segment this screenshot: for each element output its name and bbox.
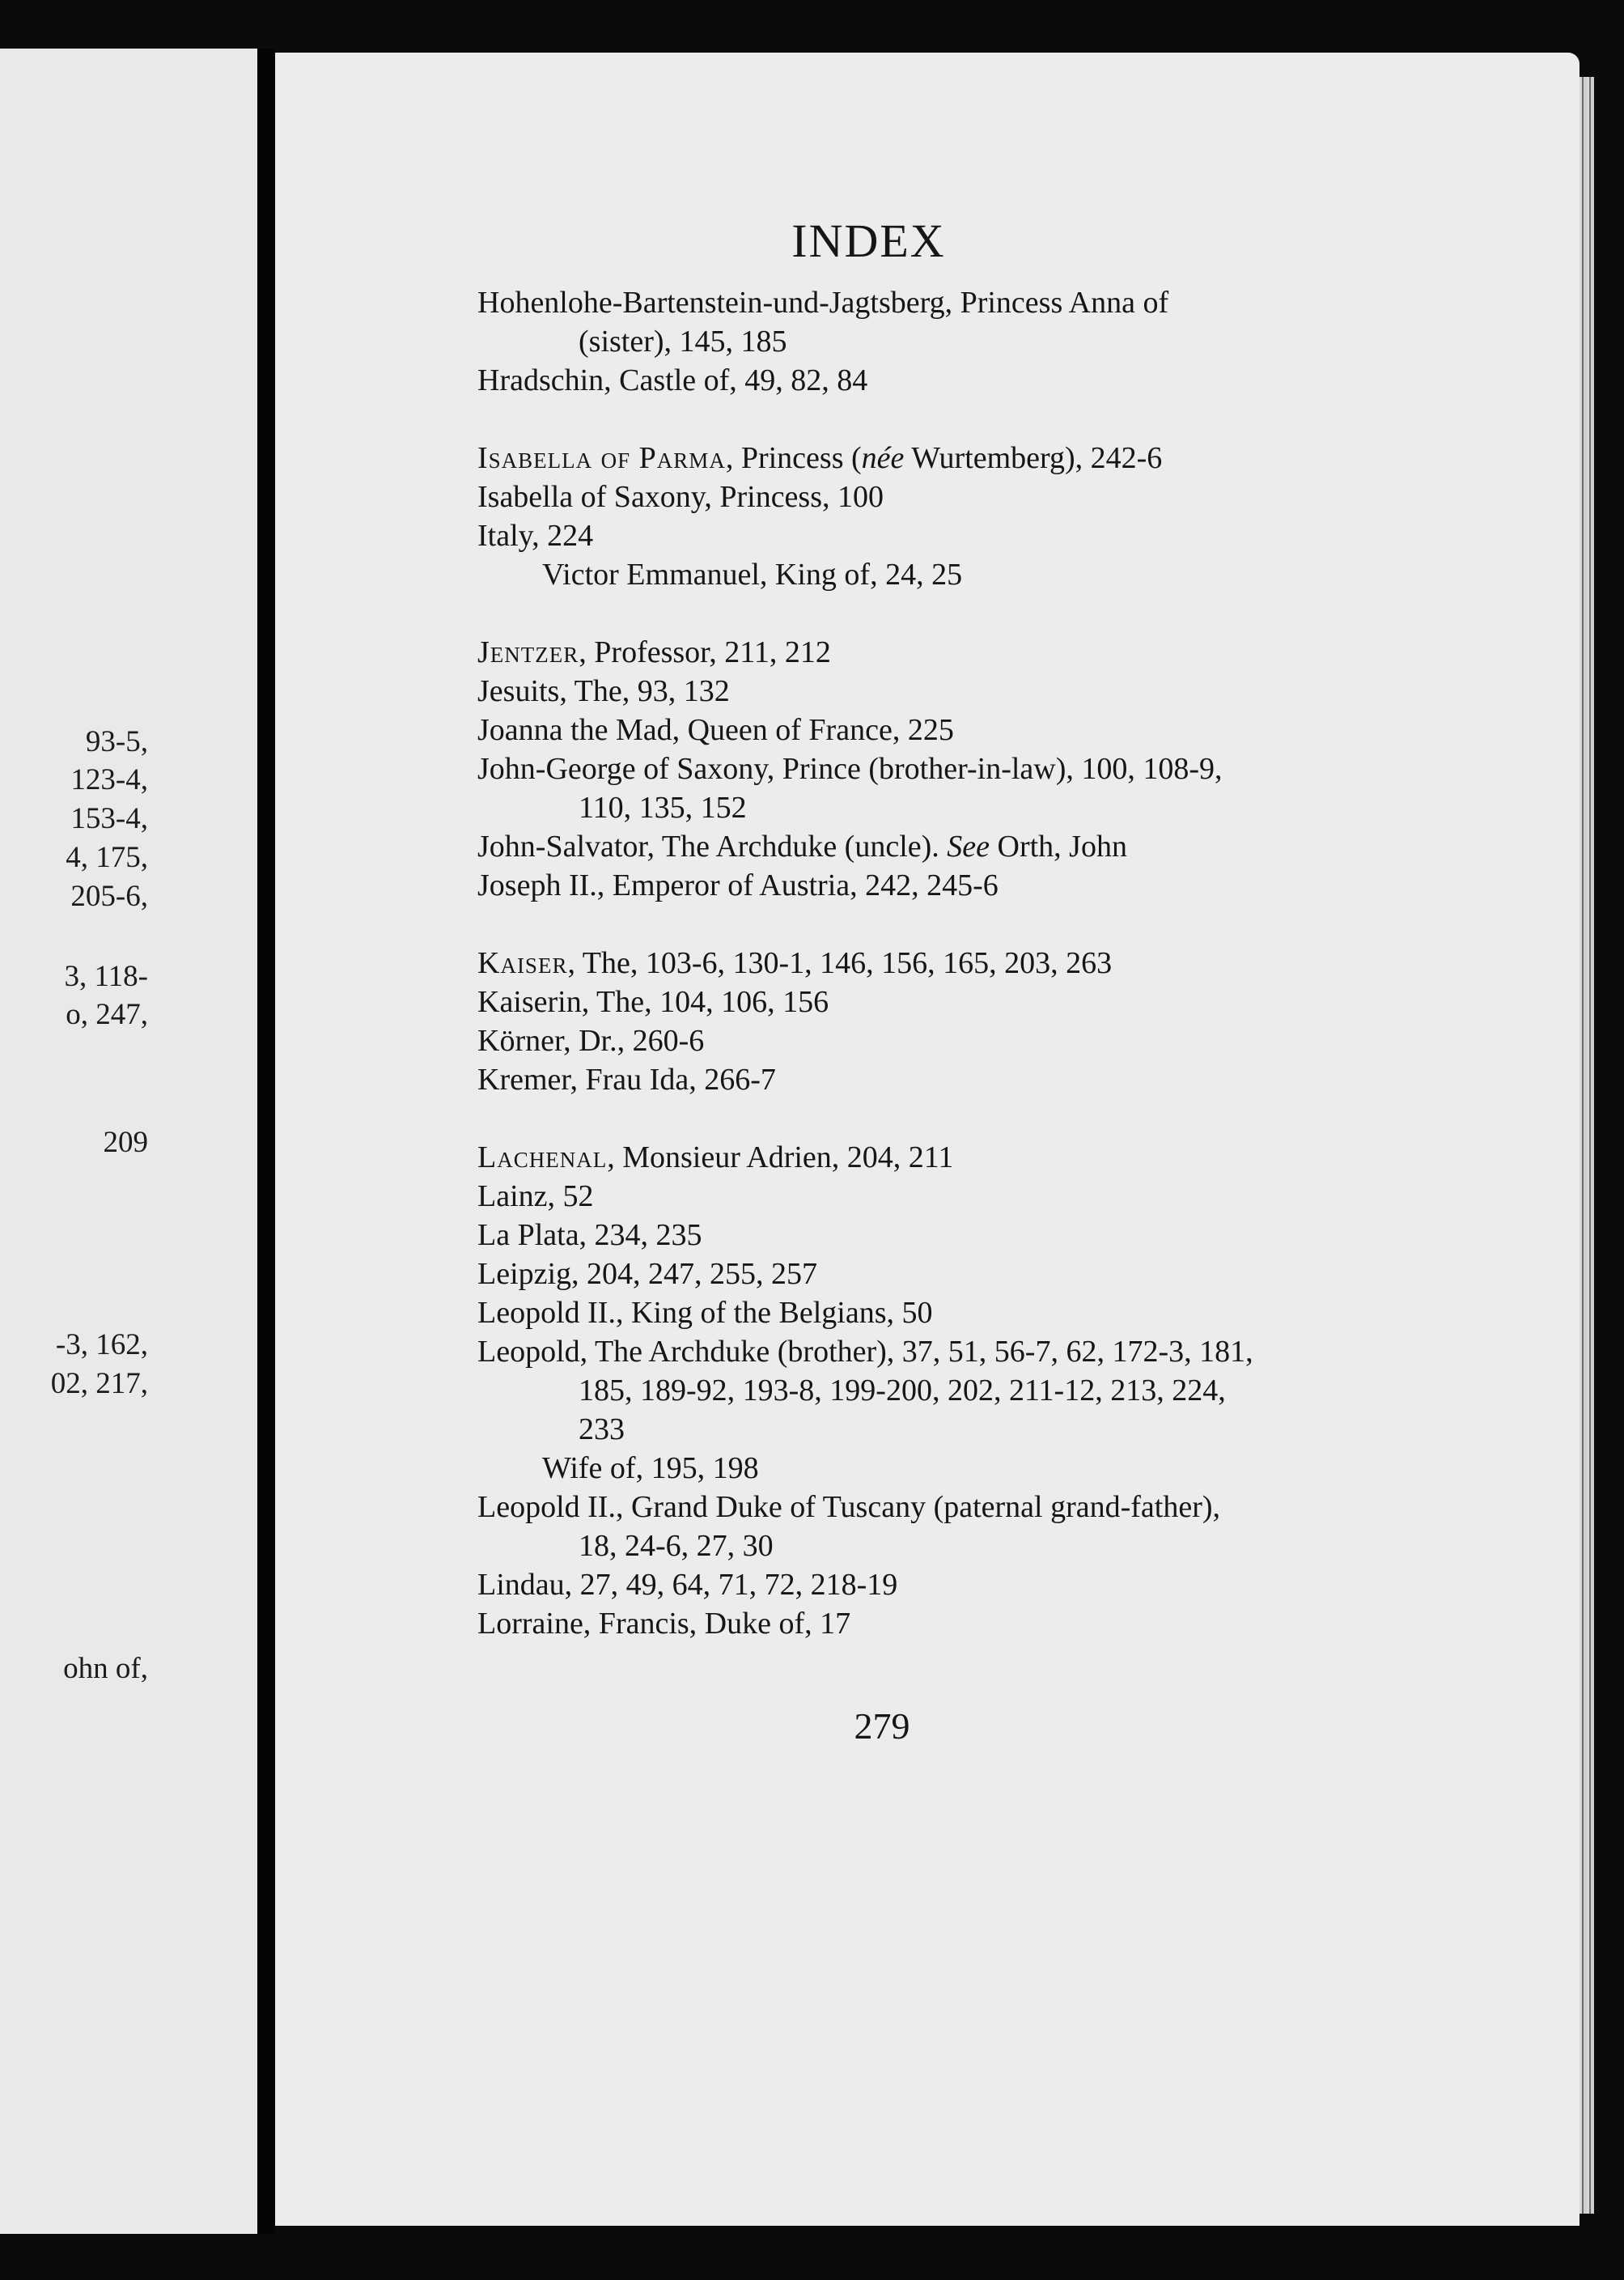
left-fragment: 4, 175, <box>66 841 148 874</box>
index-entry <box>477 633 1266 672</box>
entry-text: Leopold, The Archduke (brother), 37, 51, 56-7, 62, 172-3, 181, 185, 189-92, 193-8, 199-200, 202, 211-12, 213, 224, 233 <box>477 1335 1253 1446</box>
index-subentry <box>477 555 1266 594</box>
index-entry <box>477 1177 1266 1216</box>
left-page <box>0 49 257 2234</box>
left-fragment: 3, 118- <box>64 960 148 993</box>
entry-text: Kremer, Frau Ida, 266-7 <box>477 1063 776 1097</box>
index-entry <box>477 1255 1266 1293</box>
entry-text: Lainz, 52 <box>477 1179 594 1213</box>
index-entry <box>477 1138 1266 1177</box>
index-entry <box>477 516 1266 555</box>
index-entry <box>477 1488 1266 1565</box>
left-fragment: ohn of, <box>63 1652 148 1685</box>
entry-text: Lindau, 27, 49, 64, 71, 72, 218-19 <box>477 1568 898 1602</box>
index-entry <box>477 478 1266 516</box>
index-entry <box>477 711 1266 749</box>
index-entry <box>477 1332 1266 1449</box>
entry-tail: Orth, John <box>990 830 1127 864</box>
entry-text: Victor Emmanuel, King of, 24, 25 <box>542 558 963 592</box>
index-entry <box>477 672 1266 711</box>
entry-italic: née <box>861 441 905 475</box>
entry-text: Isabella of Saxony, Princess, 100 <box>477 480 884 514</box>
entry-text: La Plata, 234, 235 <box>477 1218 702 1252</box>
letter-group-gap <box>477 594 1266 633</box>
index-entry <box>477 827 1266 866</box>
entry-text: John-George of Saxony, Prince (brother-in-law), 100, 108-9, 110, 135, 152 <box>477 752 1223 825</box>
entry-text: Wife of, 195, 198 <box>542 1451 759 1485</box>
index-entry <box>477 439 1266 478</box>
entry-text: Lorraine, Francis, Duke of, 17 <box>477 1607 851 1641</box>
left-fragment: 93-5, <box>85 725 148 758</box>
entry-text: Kaiserin, The, 104, 106, 156 <box>477 985 829 1019</box>
left-fragment: 123-4, <box>70 763 148 796</box>
entry-text: Joanna the Mad, Queen of France, 225 <box>477 713 954 747</box>
index-entries <box>477 283 1266 1643</box>
left-fragment: 209 <box>103 1126 148 1159</box>
entry-text: , Monsieur Adrien, 204, 211 <box>607 1140 954 1174</box>
index-entry <box>477 866 1266 905</box>
page-number: 279 <box>854 1705 910 1747</box>
left-fragment: 02, 217, <box>50 1367 148 1400</box>
index-entry <box>477 361 1266 400</box>
entry-heading-smallcaps: Isabella of Parma <box>477 441 726 475</box>
index-entry <box>477 1604 1266 1643</box>
left-fragment: 205-6, <box>70 880 148 913</box>
entry-text: Hohenlohe-Bartenstein-und-Jagtsberg, Princess Anna of (sister), 145, 185 <box>477 286 1169 359</box>
letter-group-gap <box>477 905 1266 944</box>
letter-group-gap <box>477 1099 1266 1138</box>
entry-text: John-Salvator, The Archduke (uncle). <box>477 830 948 864</box>
letter-group-gap <box>477 400 1266 439</box>
index-subentry <box>477 1449 1266 1488</box>
entry-italic: See <box>947 830 990 864</box>
index-entry <box>477 1293 1266 1332</box>
entry-text: , The, 103-6, 130-1, 146, 156, 165, 203, 263 <box>567 946 1113 980</box>
entry-text: , Princess ( <box>725 441 862 475</box>
index-entry <box>477 1021 1266 1060</box>
entry-heading-smallcaps: Jentzer <box>477 635 579 669</box>
index-entry <box>477 944 1266 983</box>
index-entry <box>477 983 1266 1021</box>
entry-text: , Professor, 211, 212 <box>579 635 831 669</box>
entry-heading-smallcaps: Lachenal <box>477 1140 608 1174</box>
entry-heading-smallcaps: Kaiser <box>477 946 568 980</box>
page-title: INDEX <box>791 214 946 267</box>
left-fragment: -3, 162, <box>55 1328 148 1361</box>
index-entry <box>477 1216 1266 1255</box>
entry-text: Leopold II., Grand Duke of Tuscany (paternal grand-father), 18, 24-6, 27, 30 <box>477 1490 1221 1563</box>
index-entry <box>477 1565 1266 1604</box>
left-fragment: 153-4, <box>70 802 148 835</box>
entry-text: Leopold II., King of the Belgians, 50 <box>477 1296 933 1330</box>
entry-text: Hradschin, Castle of, 49, 82, 84 <box>477 363 868 397</box>
entry-text: Italy, 224 <box>477 519 594 553</box>
index-entry <box>477 749 1266 827</box>
entry-text: Körner, Dr., 260-6 <box>477 1024 705 1058</box>
entry-text: Leipzig, 204, 247, 255, 257 <box>477 1257 818 1291</box>
page-edges <box>1579 77 1594 2214</box>
entry-text: Joseph II., Emperor of Austria, 242, 245-6 <box>477 868 999 902</box>
entry-text: Jesuits, The, 93, 132 <box>477 674 730 708</box>
left-fragment: o, 247, <box>66 998 148 1031</box>
index-entry <box>477 1060 1266 1099</box>
index-entry <box>477 283 1266 361</box>
left-page-text-fragments <box>0 49 257 2234</box>
book-gutter <box>257 49 275 2234</box>
entry-tail: Wurtemberg), 242-6 <box>904 441 1163 475</box>
